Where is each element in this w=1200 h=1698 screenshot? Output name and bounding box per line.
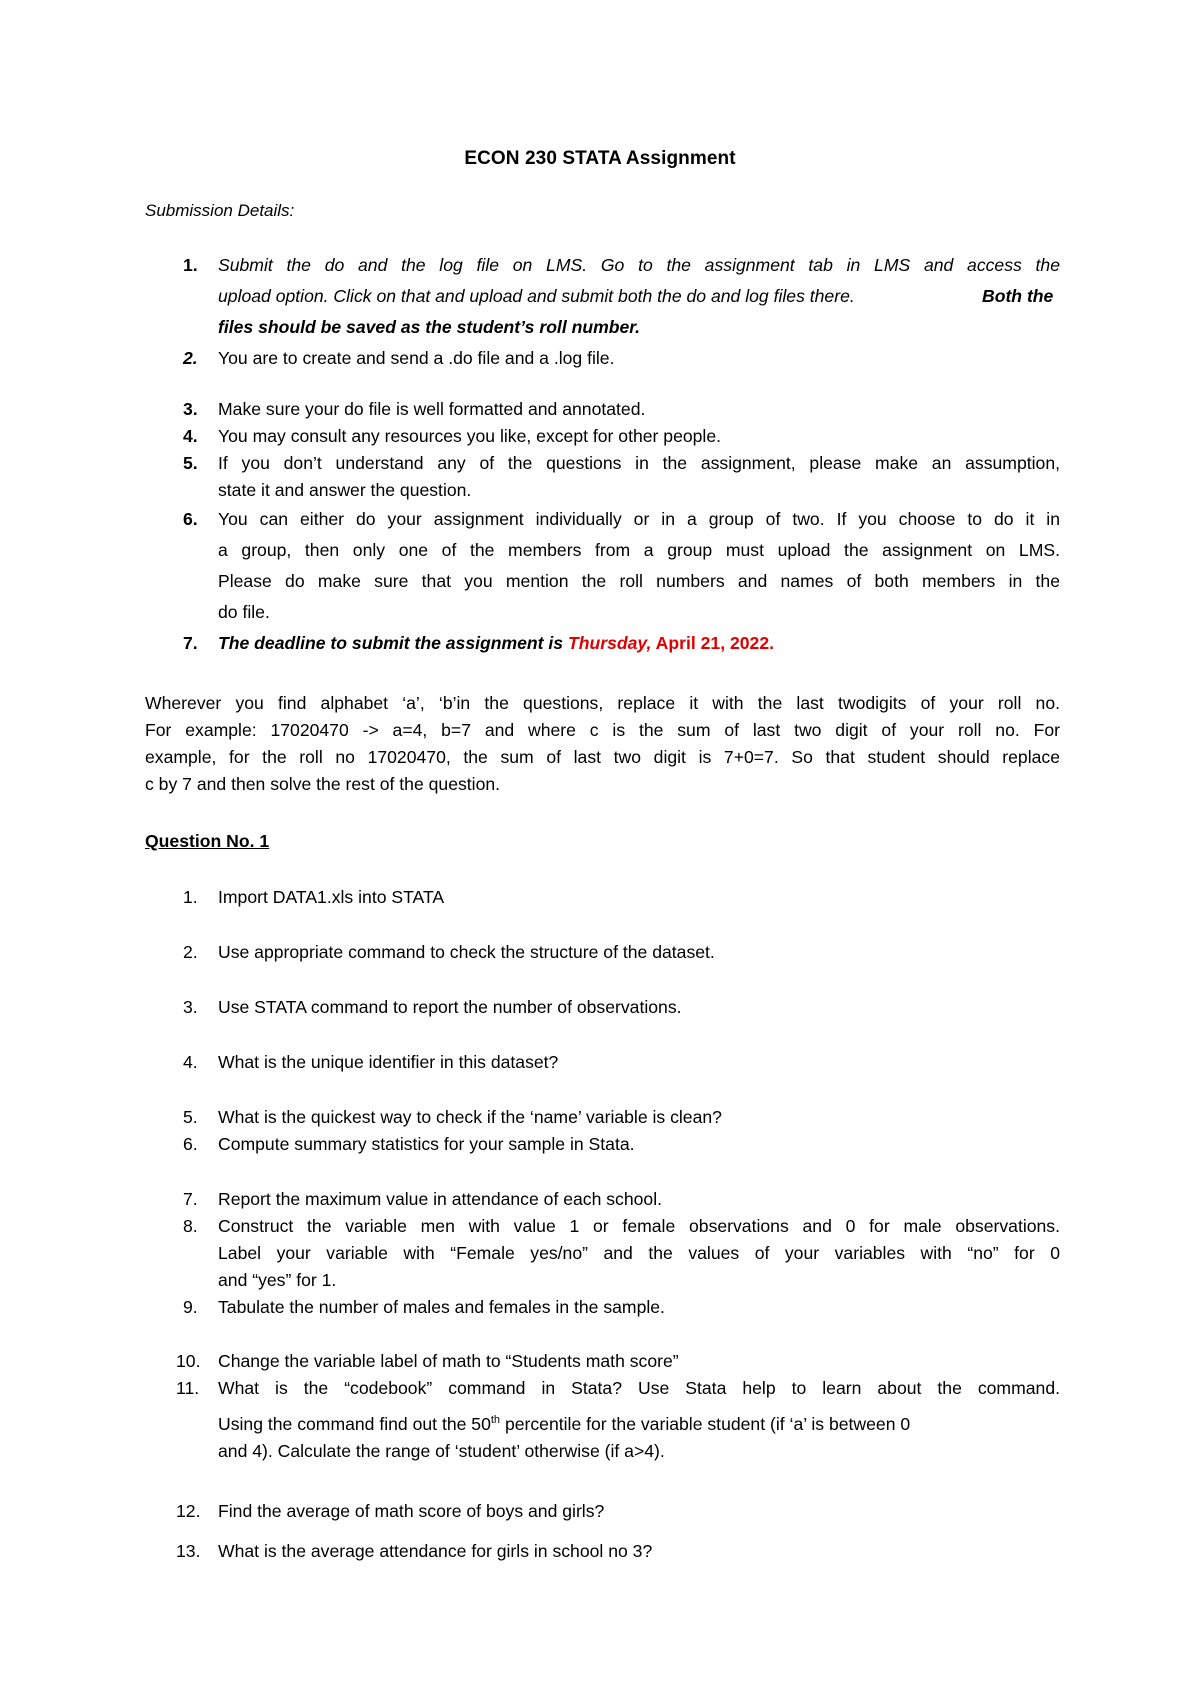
submission-text: do file. [218, 602, 270, 622]
question-text: Tabulate the number of males and females in the sample. [218, 1297, 665, 1317]
deadline-prefix: The deadline to submit the assignment is [218, 633, 568, 653]
question-text: What is the “codebook” command in Stata? Use Stata help to learn about the command. [218, 1378, 1060, 1398]
question-text: percentile for the variable student (if ‘a’ is between 0 [500, 1413, 911, 1434]
superscript-th: th [490, 1414, 501, 1426]
question-text: and 4). Calculate the range of ‘student’ otherwise (if a>4). [218, 1441, 665, 1461]
submission-number: 2. [183, 348, 198, 368]
submission-text: Make sure your do file is well formatted and annotated. [218, 399, 646, 419]
question-text: What is the quickest way to check if the ‘name’ variable is clean? [218, 1107, 722, 1127]
question-text-with-superscript [218, 1409, 910, 1435]
question-number: 9. [183, 1297, 198, 1317]
submission-text: state it and answer the question. [218, 480, 472, 500]
question-text: Find the average of math score of boys and girls? [218, 1501, 605, 1521]
question-text: Import DATA1.xls into STATA [218, 887, 445, 907]
question-heading: Question No. 1 [145, 831, 270, 851]
submission-text: a group, then only one of the members from a group must upload the assignment on LMS. [218, 540, 1060, 560]
question-text: Construct the variable men with value 1 or female observations and 0 for male observations. [218, 1216, 1060, 1236]
question-number: 12. [176, 1501, 201, 1521]
question-number: 13. [176, 1541, 201, 1561]
question-text: Label your variable with “Female yes/no” and the values of your variables with “no” for 0 [218, 1243, 1060, 1263]
question-number: 6. [183, 1134, 198, 1154]
question-number: 2. [183, 942, 198, 962]
question-text: What is the average attendance for girls in school no 3? [218, 1541, 653, 1561]
question-number: 1. [183, 887, 198, 907]
question-text: What is the unique identifier in this dataset? [218, 1052, 559, 1072]
submission-details-label: Submission Details: [145, 201, 295, 220]
submission-text: Both the [982, 286, 1054, 306]
submission-text: If you don’t understand any of the questions in the assignment, please make an assumption, [218, 453, 1060, 473]
question-text: and “yes” for 1. [218, 1270, 337, 1290]
instruction-line: c by 7 and then solve the rest of the question. [145, 774, 501, 794]
question-number: 8. [183, 1216, 198, 1236]
deadline-date: April 21, 2022. [651, 633, 774, 653]
question-number: 11. [176, 1378, 200, 1398]
submission-number: 4. [183, 426, 198, 446]
question-text: Change the variable label of math to “Students math score” [218, 1351, 679, 1371]
document-title: ECON 230 STATA Assignment [464, 148, 736, 169]
instruction-line: example, for the roll no 17020470, the sum of last two digit is 7+0=7. So that student should replace [145, 747, 1060, 767]
submission-text: You may consult any resources you like, except for other people. [218, 426, 722, 446]
submission-text: upload option. Click on that and upload and submit both the do and log files there. [218, 286, 855, 306]
submission-number: 1. [183, 255, 198, 275]
submission-number: 7. [183, 633, 198, 653]
question-text: Report the maximum value in attendance of each school. [218, 1189, 663, 1209]
submission-text: Submit the do and the log file on LMS. Go to the assignment tab in LMS and access the [218, 255, 1060, 275]
question-number: 4. [183, 1052, 198, 1072]
question-number: 3. [183, 997, 198, 1017]
deadline-line [218, 632, 774, 654]
question-number: 5. [183, 1107, 198, 1127]
deadline-day: Thursday, [567, 633, 652, 653]
question-number: 7. [183, 1189, 198, 1209]
question-text: Using the command find out the 50 [218, 1413, 491, 1434]
question-text: Use STATA command to report the number of observations. [218, 997, 682, 1017]
question-text: Compute summary statistics for your sample in Stata. [218, 1134, 635, 1154]
instruction-line: Wherever you find alphabet ‘a’, ‘b’in the questions, replace it with the last twodigits of your roll no. [145, 693, 1060, 713]
submission-text: Please do make sure that you mention the roll numbers and names of both members in the [218, 571, 1060, 591]
submission-text: files should be saved as the student’s roll number. [218, 317, 641, 337]
submission-number: 6. [183, 509, 198, 529]
submission-text: You can either do your assignment individually or in a group of two. If you choose to do it in [218, 509, 1060, 529]
question-text: Use appropriate command to check the structure of the dataset. [218, 942, 715, 962]
question-number: 10. [176, 1351, 201, 1371]
submission-number: 5. [183, 453, 198, 473]
instruction-line: For example: 17020470 -> a=4, b=7 and where c is the sum of last two digit of your roll no. For [145, 720, 1060, 740]
submission-number: 3. [183, 399, 198, 419]
submission-text: You are to create and send a .do file and a .log file. [218, 348, 615, 368]
